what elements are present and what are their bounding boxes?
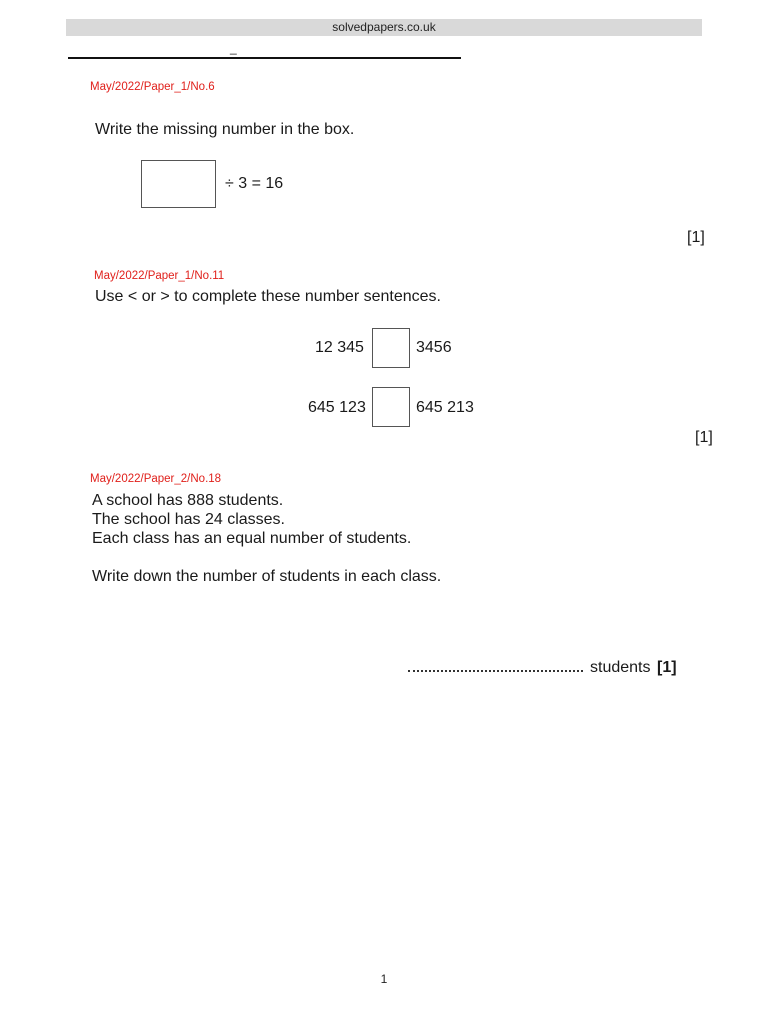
q2-reference: May/2022/Paper_1/No.11 bbox=[94, 270, 225, 282]
q3-line1: A school has 888 students. bbox=[92, 492, 284, 509]
q3-reference: May/2022/Paper_2/No.18 bbox=[90, 473, 222, 485]
q2-row2-right: 645 213 bbox=[416, 399, 474, 416]
q3-line2: The school has 24 classes. bbox=[92, 511, 285, 528]
q3-answer-line[interactable] bbox=[408, 670, 583, 672]
page-number: 1 bbox=[380, 972, 388, 986]
q2-row1-answer-box[interactable] bbox=[372, 328, 410, 368]
q1-answer-box[interactable] bbox=[141, 160, 216, 208]
q2-row1-right: 3456 bbox=[416, 339, 452, 356]
q3-line4: Write down the number of students in each class. bbox=[92, 568, 442, 585]
q2-mark: [1] bbox=[695, 429, 713, 446]
q2-row2-left: 645 123 bbox=[308, 399, 366, 416]
q1-mark: [1] bbox=[687, 229, 705, 246]
q2-prompt: Use < or > to complete these number sentences. bbox=[95, 288, 441, 305]
q3-mark: [1] bbox=[657, 659, 677, 676]
q2-row1-left: 12 345 bbox=[315, 339, 364, 356]
q3-unit: students bbox=[590, 659, 651, 676]
header-site-text: solvedpapers.co.uk bbox=[332, 20, 436, 34]
q3-line3: Each class has an equal number of students. bbox=[92, 530, 412, 547]
q1-reference: May/2022/Paper_1/No.6 bbox=[90, 81, 215, 93]
q2-row2-answer-box[interactable] bbox=[372, 387, 410, 427]
header-dash: _ bbox=[230, 41, 237, 55]
q1-prompt: Write the missing number in the box. bbox=[95, 121, 355, 138]
header-rule bbox=[68, 57, 461, 59]
q1-equation-text: ÷ 3 = 16 bbox=[225, 175, 284, 192]
